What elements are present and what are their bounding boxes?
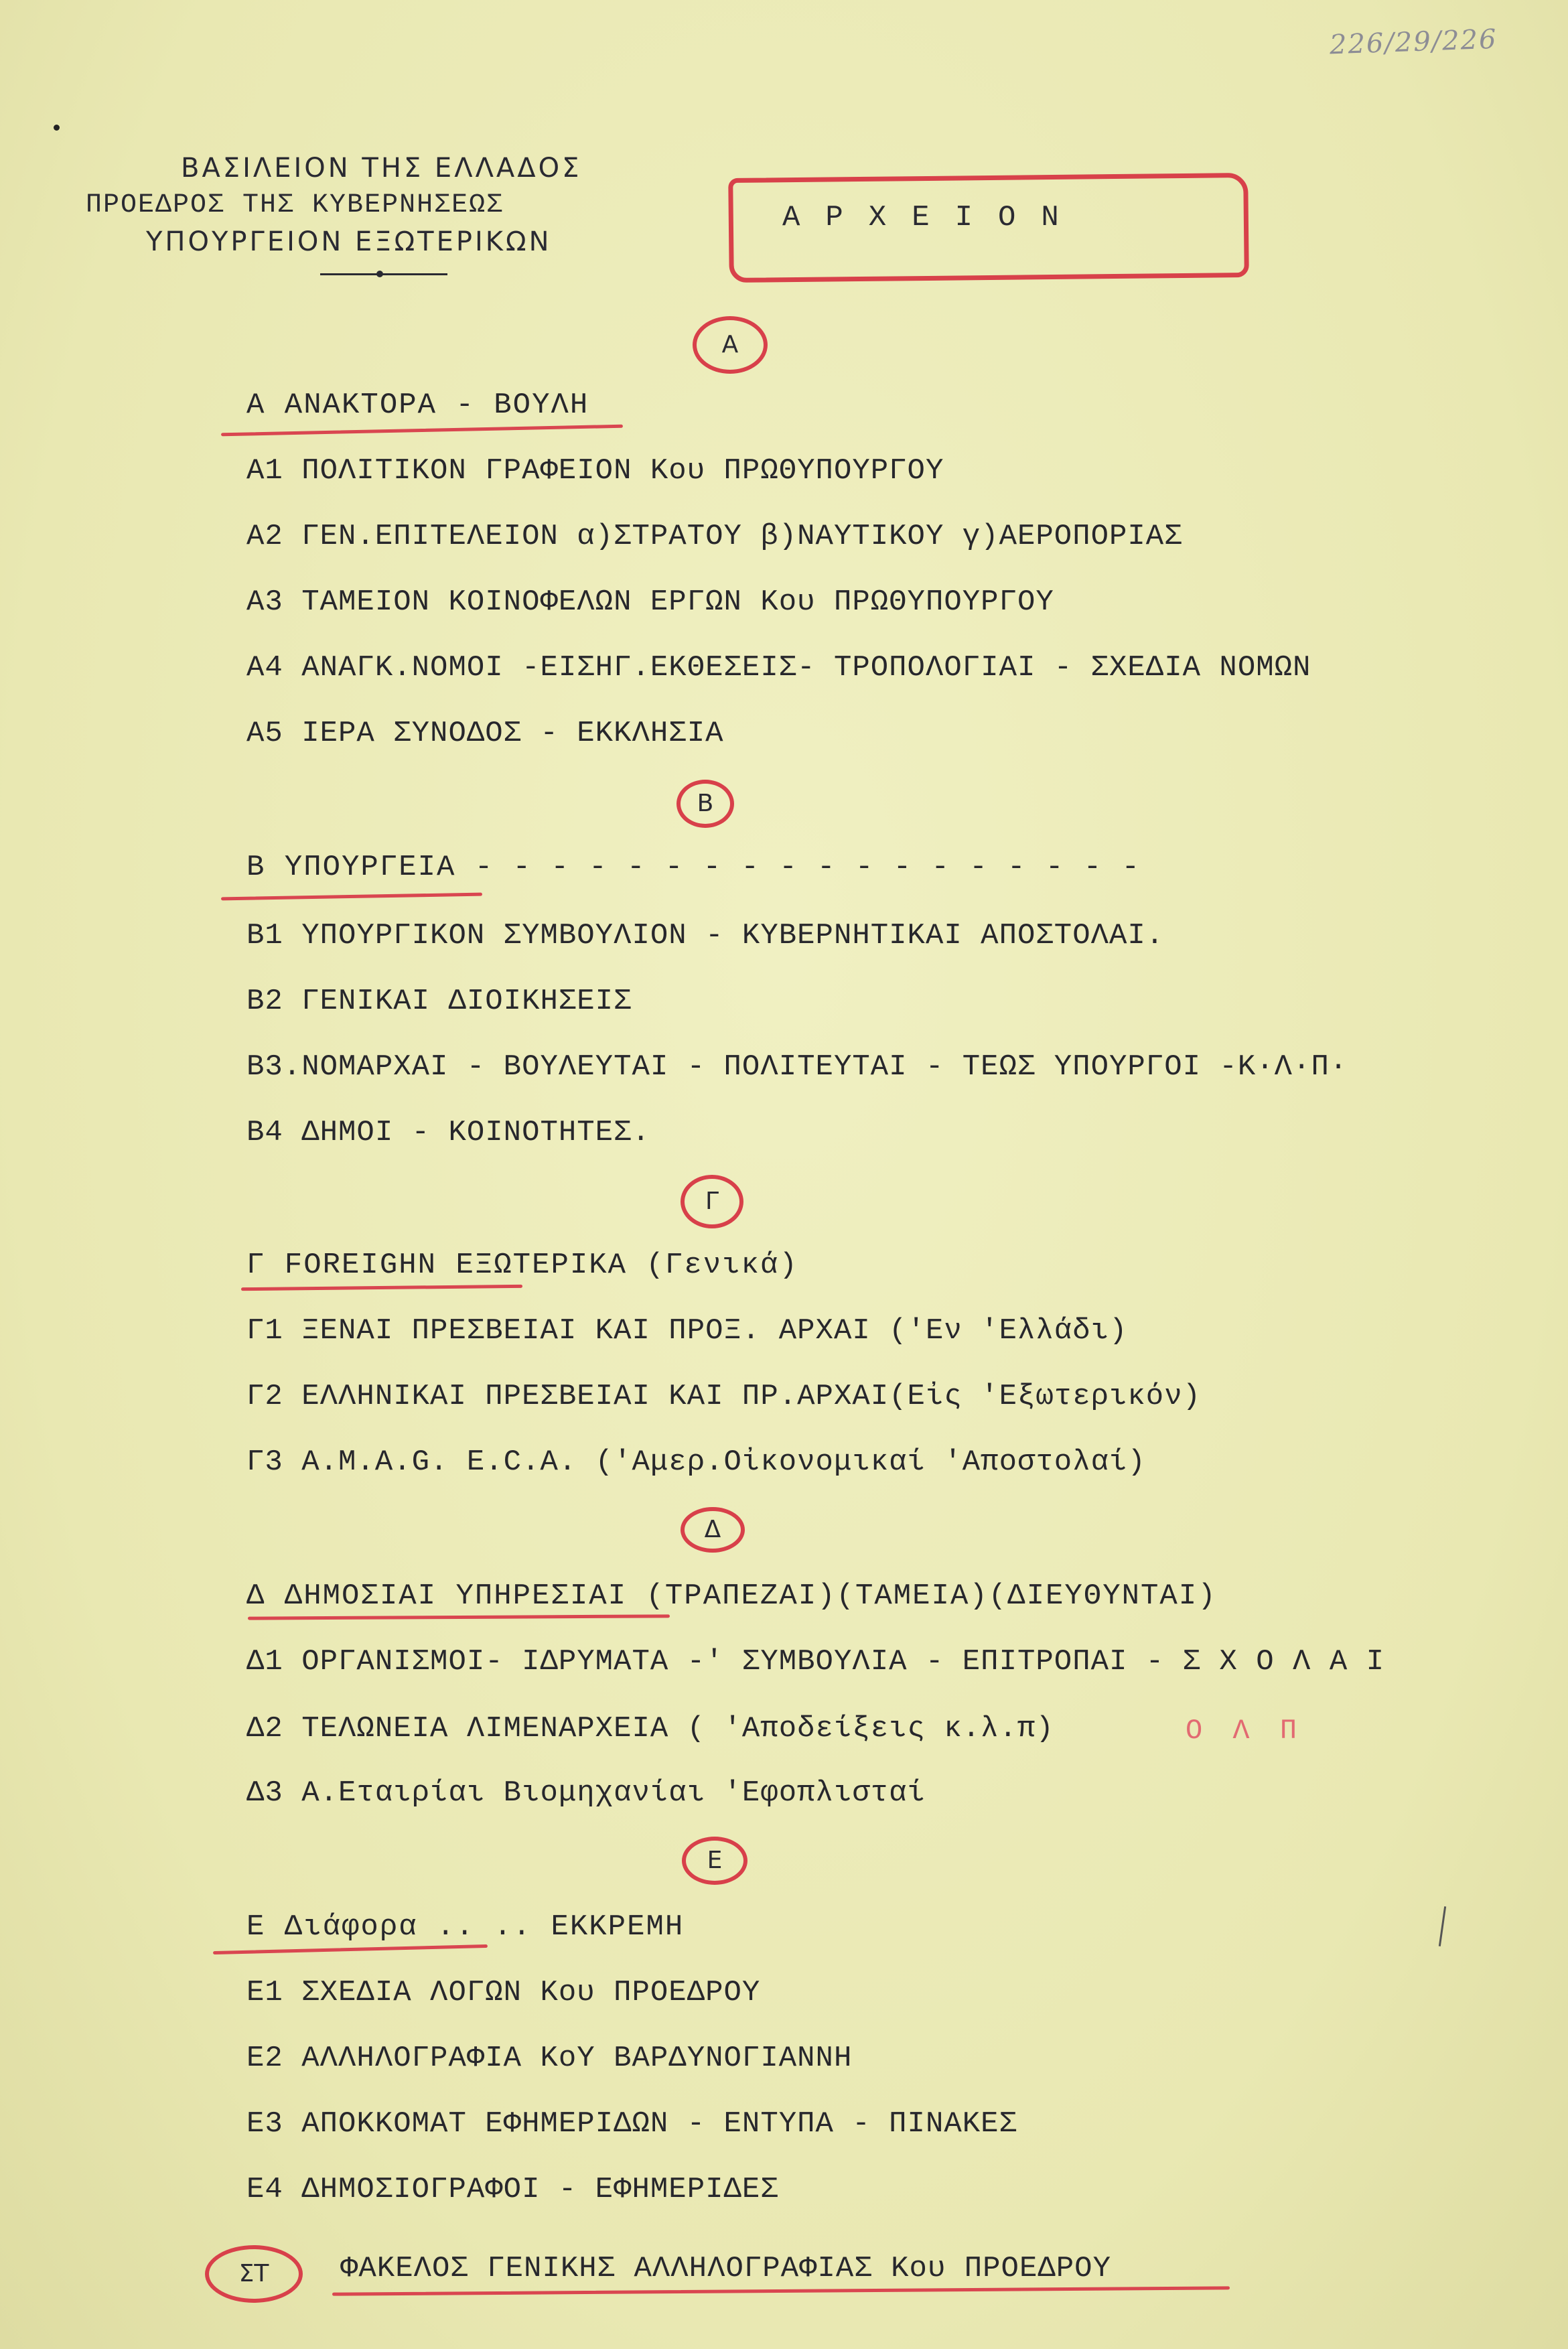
item-g2: Γ2 ΕΛΛΗΝΙΚΑΙ ΠΡΕΣΒΕΙΑΙ ΚΑΙ ΠΡ.ΑΡΧΑΙ(Εἰς 'Εξωτερικόν) [246,1380,1202,1413]
section-g-circle: Γ [681,1175,743,1228]
item-d3: Δ3 Α.Εταιρίαι Βιομηχανίαι 'Εφοπλισταί [246,1776,926,1810]
item-g1: Γ1 ΞΕΝΑΙ ΠΡΕΣΒΕΙΑΙ ΚΑΙ ΠΡΟΞ. ΑΡΧΑΙ ('Εν 'Ελλάδι) [246,1314,1128,1348]
item-b2: Β2 ΓΕΝΙΚΑΙ ΔΙΟΙΚΗΣΕΙΣ [246,985,632,1018]
letterhead-president: ΠΡΟΕΔΡΟΣ ΤΗΣ ΚΥΒΕΡΝΗΣΕΩΣ [86,190,504,220]
item-a2: Α2 ΓΕΝ.ΕΠΙΤΕΛΕΙΟΝ α)ΣΤΡΑΤΟΥ β)ΝΑΥΤΙΚΟΥ γ)ΑΕΡΟΠΟΡΙΑΣ [246,520,1183,553]
letterhead-divider [320,273,447,275]
item-e4: Ε4 ΔΗΜΟΣΙΟΓΡΑΦΟΙ - ΕΦΗΜΕΡΙΔΕΣ [246,2173,779,2206]
item-d2: Δ2 ΤΕΛΩΝΕΙΑ ΛΙΜΕΝΑΡΧΕΙΑ ( 'Αποδείξεις κ.λ.π) [246,1712,1054,1746]
item-e1: Ε1 ΣΧΕΔΙΑ ΛΟΓΩΝ Κου ΠΡΟΕΔΡΟΥ [246,1976,761,2009]
handwritten-reference-number: 226/29/226 [1329,23,1498,61]
item-e3: Ε3 ΑΠΟΚΚΟΜΑΤ ΕΦΗΜΕΡΙΔΩΝ - ΕΝΤΥΠΑ - ΠΙΝΑΚΕΣ [246,2107,1017,2141]
item-b3: Β3.ΝΟΜΑΡΧΑΙ - ΒΟΥΛΕΥΤΑΙ - ΠΟΛΙΤΕΥΤΑΙ - ΤΕΩΣ ΥΠΟΥΡΓΟΙ -Κ·Λ·Π· [246,1050,1348,1084]
item-e2: Ε2 ΑΛΛΗΛΟΓΡΑΦΙΑ ΚοΥ ΒΑΡΔΥΝΟΓΙΑΝΝΗ [246,2042,853,2075]
section-e-heading: Ε Διάφορα .. .. ΕΚΚΡΕΜΗ [246,1910,685,1944]
item-b4: Β4 ΔΗΜΟΙ - ΚΟΙΝΟΤΗΤΕΣ. [246,1116,650,1149]
footer-general-correspondence: ΦΑΚΕΛΟΣ ΓΕΝΙΚΗΣ ΑΛΛΗΛΟΓΡΑΦΙΑΣ Κου ΠΡΟΕΔΡΟΥ [340,2252,1111,2285]
item-d1: Δ1 ΟΡΓΑΝΙΣΜΟΙ- ΙΔΡΥΜΑΤΑ -' ΣΥΜΒΟΥΛΙΑ - ΕΠΙΤΡΟΠΑΙ - Σ Χ Ο Λ Α Ι [246,1645,1385,1679]
item-a5: Α5 ΙΕΡΑ ΣΥΝΟΔΟΣ - ΕΚΚΛΗΣΙΑ [246,717,724,750]
section-e-circle: Ε [682,1837,747,1885]
margin-mark [54,125,60,131]
item-g3: Γ3 A.M.A.G. E.C.A. ('Αμερ.Οἰκονομικαί 'Αποστολαί) [246,1445,1146,1479]
item-a1: Α1 ΠΟΛΙΤΙΚΟΝ ΓΡΑΦΕΙΟΝ Κου ΠΡΩΘΥΠΟΥΡΓΟΥ [246,454,944,488]
section-a-heading: Α ΑΝΑΚΤΟΡΑ - ΒΟΥΛΗ [246,388,589,422]
section-d-circle: Δ [681,1507,745,1553]
item-a3: Α3 ΤΑΜΕΙΟΝ ΚΟΙΝΟΦΕΛΩΝ ΕΡΓΩΝ Κου ΠΡΩΘΥΠΟΥΡΓΟΥ [246,585,1054,619]
letterhead-divider-dot [376,271,383,277]
item-d2-red-annotation: Ο Λ Π [1186,1715,1304,1747]
item-a4: Α4 ΑΝΑΓΚ.ΝΟΜΟΙ -ΕΙΣΗΓ.ΕΚΘΕΣΕΙΣ- ΤΡΟΠΟΛΟΓΙΑΙ - ΣΧΕΔΙΑ ΝΟΜΩΝ [246,651,1311,685]
section-st-circle: ΣΤ [205,2245,303,2303]
section-b-circle: Β [676,780,734,828]
letterhead-kingdom: ΒΑΣΙΛΕΙΟΝ ΤΗΣ ΕΛΛΑΔΟΣ [181,153,582,184]
archive-stamp-text: ΑΡΧΕΙΟΝ [782,201,1084,234]
section-b-heading: Β ΥΠΟΥΡΓΕΙΑ - - - - - - - - - - - - - - - - - - [246,851,1141,884]
section-d-heading: Δ ΔΗΜΟΣΙΑΙ ΥΠΗΡΕΣΙΑΙ (ΤΡΑΠΕΖΑΙ)(ΤΑΜΕΙΑ)(ΔΙΕΥΘΥΝΤΑΙ) [246,1579,1217,1613]
item-b1: Β1 ΥΠΟΥΡΓΙΚΟΝ ΣΥΜΒΟΥΛΙΟΝ - ΚΥΒΕΡΝΗΤΙΚΑΙ ΑΠΟΣΤΟΛΑΙ. [246,919,1165,952]
section-a-circle: Α [693,316,768,374]
letterhead-ministry: ΥΠΟΥΡΓΕΙΟΝ ΕΞΩΤΕΡΙΚΩΝ [146,226,552,257]
section-g-heading: Γ FOREIGHN ΕΞΩΤΕΡΙΚΑ (Γενικά) [246,1249,798,1282]
